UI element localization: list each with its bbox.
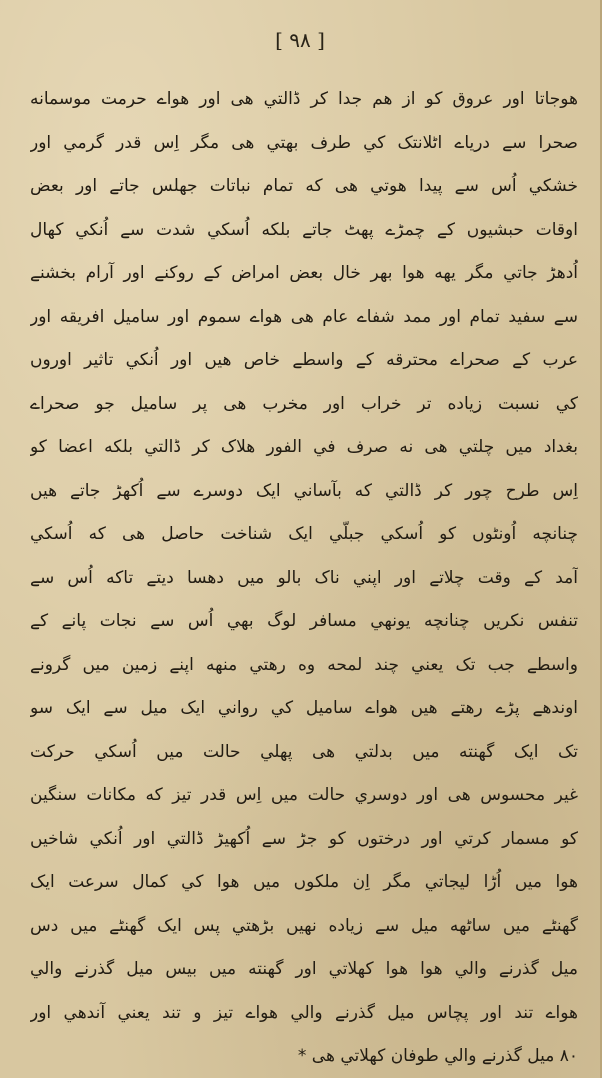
- text-line: کو مسمار کرتي اور درختوں کو جڑ سے اُکهیڑ ڈالتي اور اُنکي شاخیں: [30, 828, 578, 849]
- text-line: تک ایک گهنته میں بدلتي هی پهلي حالت میں اُسکي حرکت: [30, 741, 578, 762]
- text-line: اوندهے پڑے رهتے هیں هواے سامیل کي رواني ایک میل سے ایک سو: [30, 698, 578, 718]
- text-line: تنفس نکریں چنانچه یونهي مسافر لوگ بهي اُس سے نجات پانے کے: [30, 611, 578, 631]
- text-line: سے سفید تمام اور ممد شفاے عام هی هواے سموم اور سامیل افریقه اور: [30, 306, 578, 327]
- text-line: اوقات حبشیوں کے چمڑے پهٹ جاتے بلکه اُسکي شدت سے اُنکي کهال: [30, 219, 578, 240]
- text-line: هوا میں اُڑا لیجاتي مگر اِن ملکوں میں هوا کي کمال سرعت ایک: [30, 872, 578, 892]
- text-line: اُدهڑ جاتي مگر یهه هوا بهر خال بعض امراض کے روکنے اور آرام بخشنے: [30, 263, 578, 283]
- text-line: بغداد میں چلتي هی نه صرف في الفور هلاک کر ڈالتي بلکه اعضا کو: [30, 437, 578, 457]
- text-line: کي نسبت زیاده تر خراب اور مخرب هی پر سامیل جو صحراے: [30, 393, 578, 414]
- text-line: عرب کے صحراے محترقه کے واسطے خاص هیں اور اُنکي تاثیر اوروں: [30, 350, 578, 370]
- text-line: آمد کے وقت چلاتے اور اپني ناک بالو میں دهسا دیتے تاکه اُس سے: [30, 567, 578, 588]
- text-line: خشکي اُس سے پیدا هوتي هی که تمام نباتات جهلس جاتے اور بعض: [30, 176, 578, 196]
- body-text: [30, 78, 578, 1078]
- text-line: اِس طرح چور کر ڈالتي که بآساني ایک دوسرے سے اُکهڑ جاتے هیں: [30, 480, 578, 501]
- text-line: گهنٹے میں ساٹهه میل سے زیاده نهیں بڑهتي پس ایک گهنٹے میں دس: [30, 915, 578, 936]
- text-line: چنانچه اُونٹوں کو اُسکي جبلّي ایک شناخت حاصل هی که اُسکي: [30, 524, 578, 544]
- text-line: غیر محسوس هی اور دوسري حالت میں اِس قدر تیز که مکانات سنگین: [30, 785, 578, 805]
- text-line: صحرا سے دریاے اٹلانتک کي طرف بهتي هی مگر اِس قدر گرمي اور: [30, 132, 578, 153]
- text-line: هواے تند اور پچاس میل گذرنے والي هواے تیز و تند یعني آندهي اور: [30, 1002, 578, 1023]
- page-number: [ ۹۸ ]: [275, 28, 325, 52]
- text-line: هوجاتا اور عروق کو از هم جدا کر ڈالتي هی اور هواے حرمت موسمانه: [30, 89, 578, 109]
- text-line: واسطے جب تک یعني چند لمحه وه رهتي منهه اپنے زمین میں گرونے: [30, 654, 578, 675]
- text-line-last: ۸۰ میل گذرنے والي طوفان کهلاتي هی *: [297, 1046, 578, 1066]
- text-line: میل گذرنے والي هوا هوا کهلاتي اور گهنته میں بیس میل گذرنے والي: [30, 959, 578, 979]
